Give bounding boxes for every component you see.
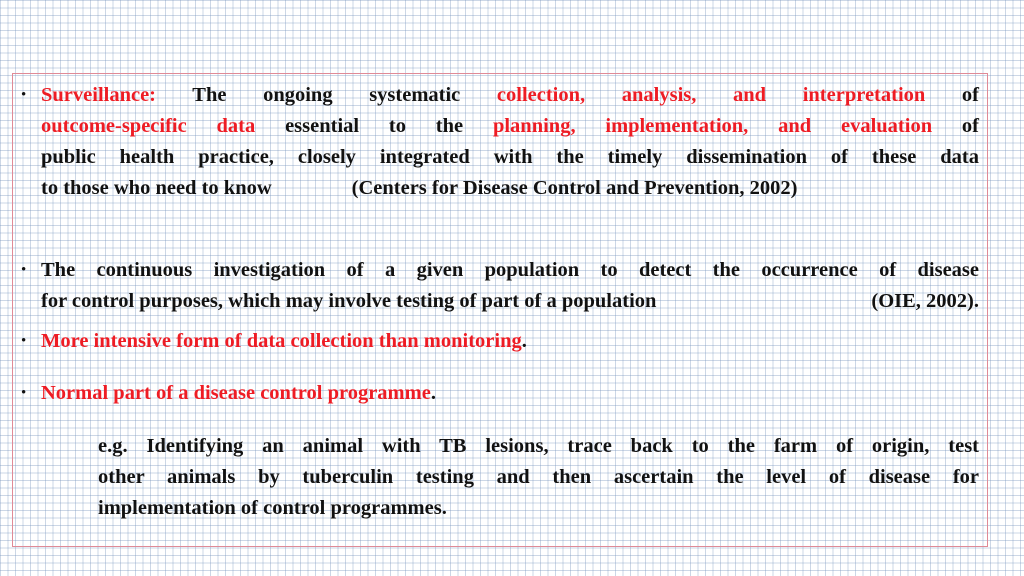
definition-1-line-2: outcome-specific data essential to the planning, implementation, and evaluation of [41, 115, 979, 137]
bullet-icon: • [21, 87, 27, 103]
example-line-1: e.g. Identifying an animal with TB lesions, trace back to the farm of origin, test [98, 435, 979, 457]
point-normal: • Normal part of a disease control programme. [21, 382, 436, 404]
bullet-icon: • [21, 333, 27, 349]
bullet-icon: • [21, 385, 27, 401]
example-line-2: other animals by tuberculin testing and then ascertain the level of disease for [98, 466, 979, 488]
bullet-icon: • [21, 262, 27, 278]
definition-2-line-1: The continuous investigation of a given population to detect the occurrence of disease [41, 259, 979, 281]
definition-1-line-1: Surveillance: The ongoing systematic collection, analysis, and interpretation of [41, 84, 979, 106]
point-intensive: • More intensive form of data collection than monitoring. [21, 330, 527, 352]
definition-2-line-2: for control purposes, which may involve testing of part of a population (OIE, 2002). [41, 286, 979, 317]
citation-oie: (OIE, 2002). [871, 290, 979, 312]
oie-definition [21, 255, 979, 317]
citation-cdc: (Centers for Disease Control and Prevention, 2002) [351, 177, 798, 199]
definition-1-line-3: public health practice, closely integrated with the timely dissemination of these data [41, 146, 979, 168]
definition-1-line-4: to those who need to know (Centers for Disease Control and Prevention, 2002) [41, 177, 798, 199]
term-surveillance: Surveillance: [41, 84, 157, 106]
example-line-3: implementation of control programmes. [98, 497, 447, 519]
example-paragraph [98, 431, 979, 524]
surveillance-definition [21, 80, 979, 204]
